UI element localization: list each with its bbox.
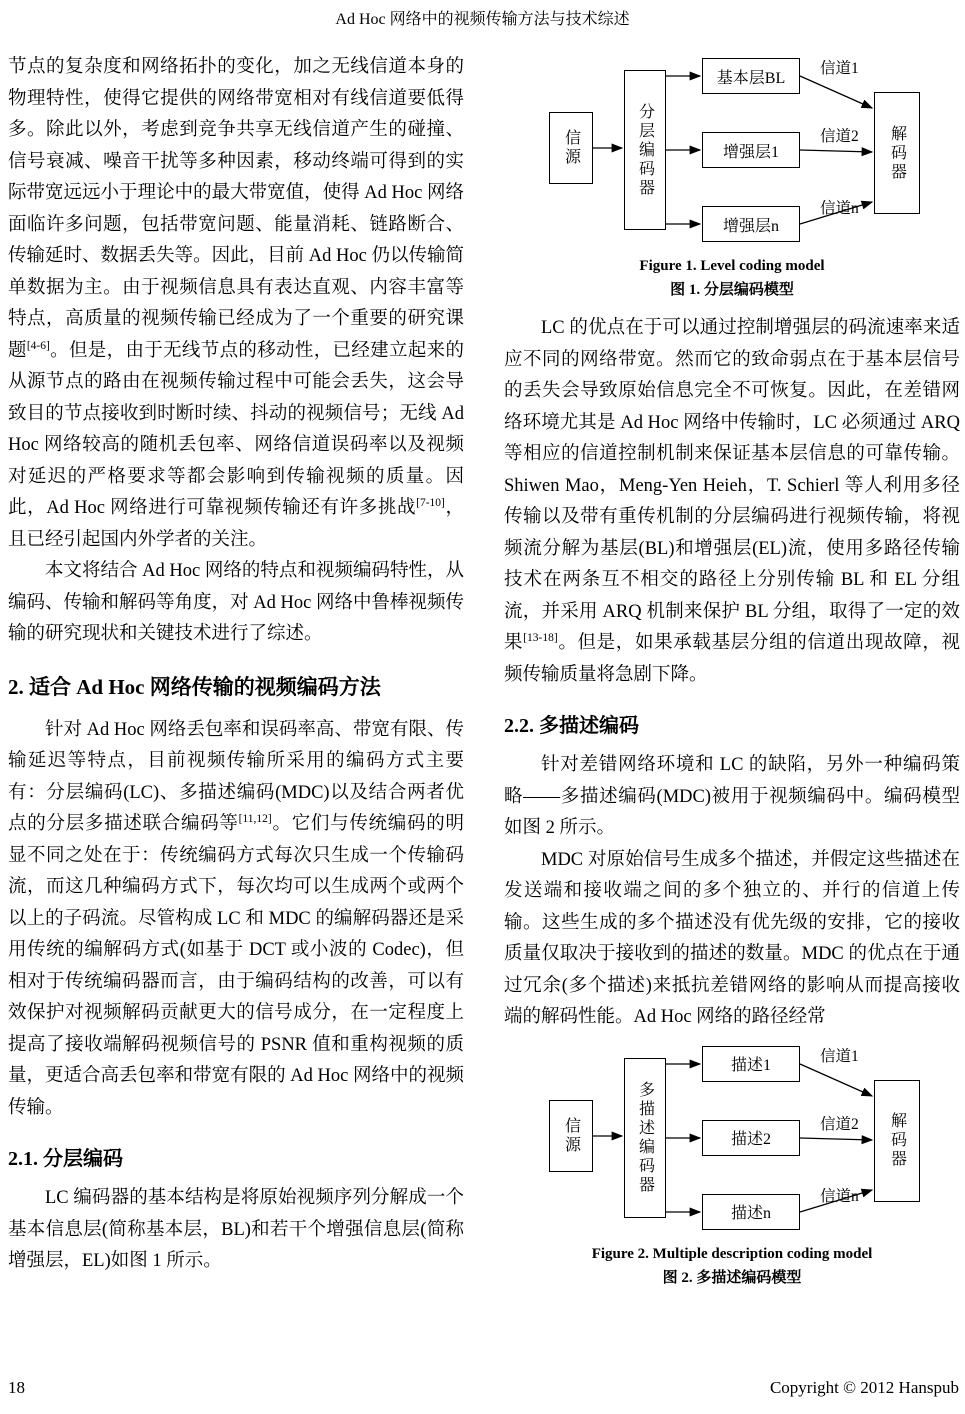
text-segment: 针对 Ad Hoc 网络丢包率和误码率高、带宽有限、传输延迟等特点，目前视频传输所采用的编码方式主要有：分层编码(LC)、多描述编码(MDC)以及结合两者优点的分层多描述联合编码等 [8,719,464,834]
paragraph-overview: 本文将结合 Ad Hoc 网络的特点和视频编码特性，从编码、传输和解码等角度，对 Ad Hoc 网络中鲁棒视频传输的研究现状和关键技术进行了综述。 [8,561,464,644]
citation-ref: [4-6] [26,339,50,352]
figure1-decoder-box [874,92,920,214]
figure1-caption [504,258,960,299]
figure1-source-label: 信源 [562,129,580,167]
figure2-caption-en: Figure 2. Multiple description coding model [591,1245,873,1262]
figure2-desc1-box: 描述1 [702,1046,800,1082]
figure1-channel2-label: 信道2 [820,128,859,145]
figure1-encoder-box [624,70,666,230]
right-column [504,52,960,1287]
left-column [8,52,464,1278]
figure2-diagram [504,1044,960,1236]
paragraph-mdc-intro: 针对差错网络环境和 LC 的缺陷，另外一种编码策略——多描述编码(MDC)被用于视频编码中。编码模型如图 2 所示。 [504,755,960,838]
figure2-source-box [549,1100,593,1172]
paragraph-intro [8,52,464,556]
page-number: 18 [8,1378,25,1397]
figure1-caption-en: Figure 1. Level coding model [639,258,825,274]
figure2-channel2-label: 信道2 [820,1115,859,1133]
text-segment: 节点的复杂度和网络拓扑的变化，加之无线信道本身的物理特性，使得它提供的网络带宽相对有线信道要低得多。除此以外，考虑到竞争共享无线信道产生的碰撞、信号衰减、噪音干扰等多种因素，移动终端可得到的实际带宽远远小于理论中的最大带宽值，使得 Ad Hoc 网络面临许多问题，包括带宽问题、能量消耗、链路断合、传输延时、数据丢失等。因此，目前 Ad Hoc 仍以传输简单数据为主。由于视频信息具有表达直观、内容丰富等特点，高质量的视频传输已经成为了一个重要的研究课题 [8,57,464,361]
text-segment: ，且已经引起国内外学者的关注。 [8,498,464,550]
figure1-caption-zh: 图 1. 分层编码模型 [670,282,794,298]
figure1-channel1-label: 信道1 [820,60,859,77]
figure2-encoder-label: 多描述编码器 [636,1080,654,1195]
text-segment: 。但是，如果承载基层分组的信道出现故障，视频传输质量将急剧下降。 [504,633,960,685]
figure1-base-layer-box: 基本层BL [702,58,800,94]
figure2-descn-box: 描述n [702,1194,800,1230]
figure2-channeln-label: 信道n [820,1187,859,1205]
section-heading-2: 2. 适合 Ad Hoc 网络传输的视频编码方法 [8,674,381,699]
figure2-decoder-box [874,1080,920,1202]
figure1-diagram [504,56,960,248]
figure1-channeln-label: 信道n [820,200,859,217]
figure2-encoder-box [624,1058,666,1218]
figure1-source-box [549,112,593,184]
arrow-channel2-to-decoder [800,150,872,152]
figure2-channel1-label: 信道1 [820,1047,859,1065]
text-segment: 。它们与传统编码的明显不同之处在于：传统编码方式每次只生成一个传输码流，而这几种编码方式下，每次均可以生成两个或两个以上的子码流。尽管构成 LC 和 MDC 的编解码器还是采用传统的编解码方式(如基于 DCT 或小波的 Codec)，但相对于传统编码器而言，由于编码结构的改善，可以有效保护对视频解码贡献更大的信号成分，在一定程度上提高了接收端解码视频信号的 PSNR 值和重构视频的质量，更适合高丢包率和带宽有限的 Ad Hoc 网络中的视频传输。 [8,814,464,1118]
paragraph-coding-methods [8,715,464,1125]
paragraph-lc-structure: LC 编码器的基本结构是将原始视频序列分解成一个基本信息层(简称基本层，BL)和若干个增强信息层(简称增强层，EL)如图 1 所示。 [8,1188,464,1271]
figure2-caption-zh: 图 2. 多描述编码模型 [662,1269,802,1286]
figure2-source-label: 信源 [562,1116,580,1155]
section-heading-2-1: 2.1. 分层编码 [8,1148,123,1170]
figure-1 [504,56,960,299]
figure2-desc2-box: 描述2 [702,1120,800,1156]
citation-ref: [7-10] [416,496,445,509]
arrow-channel1-to-decoder [800,1064,872,1096]
citation-ref: [13-18] [523,631,558,644]
paragraph-lc-pros-cons [504,313,960,691]
figure2-decoder-label: 解码器 [888,1112,906,1169]
paragraph-mdc-detail: MDC 对原始信号生成多个描述，并假定这些描述在发送端和接收端之间的多个独立的、并行的信道上传输。这些生成的多个描述没有优先级的安排，它的接收质量仅取决于接收到的描述的数量。MDC 的优点在于通过冗余(多个描述)来抵抗差错网络的影响从而提高接收端的解码性能。Ad Hoc 网络的路径经常 [504,849,960,1027]
running-head-title: Ad Hoc 网络中的视频传输方法与技术综述 [335,11,630,28]
arrow-channel2-to-decoder [800,1138,872,1140]
figure-2 [504,1044,960,1287]
figure1-enh-layer1-box: 增强层1 [702,132,800,168]
figure1-encoder-label: 分层编码器 [636,102,654,198]
text-segment: LC 的优点在于可以通过控制增强层的码流速率来适应不同的网络带宽。然而它的致命弱点在于基本层信号的丢失会导致原始信息完全不可恢复。因此，在差错网络环境尤其是 Ad Hoc 网络中传输时，LC 必须通过 ARQ 等相应的信道控制机制来保证基本层信息的可靠传输。Shiwen Mao，Meng-Yen Heieh，T. Schierl 等人利用多径传输以及带有重传机制的分层编码进行视频传输，将视频流分解为基层(BL)和增强层(EL)流，使用多路径传输技术在两条互不相交的路径上分别传输 BL 和 EL 分组流，并采用 ARQ 机制来保护 BL 分组，取得了一定的效果 [504,318,960,653]
section-heading-2-2: 2.2. 多描述编码 [504,715,639,737]
figure1-decoder-label: 解码器 [888,124,906,182]
copyright-notice: Copyright © 2012 Hanspub [769,1378,959,1397]
arrow-channel1-to-decoder [800,76,872,108]
citation-ref: [11,12] [238,812,272,825]
figure2-caption [504,1246,960,1287]
figure1-enh-layern-box: 增强层n [702,206,800,242]
text-segment: 。但是，由于无线节点的移动性，已经建立起来的从源节点的路由在视频传输过程中可能会丢失，这会导致目的节点接收到时断时续、抖动的视频信号；无线 Ad Hoc 网络较高的随机丢包率、网络信道误码率以及视频对延迟的严格要求等都会影响到传输视频的质量。因此，Ad Hoc 网络进行可靠视频传输还有许多挑战 [8,340,464,518]
